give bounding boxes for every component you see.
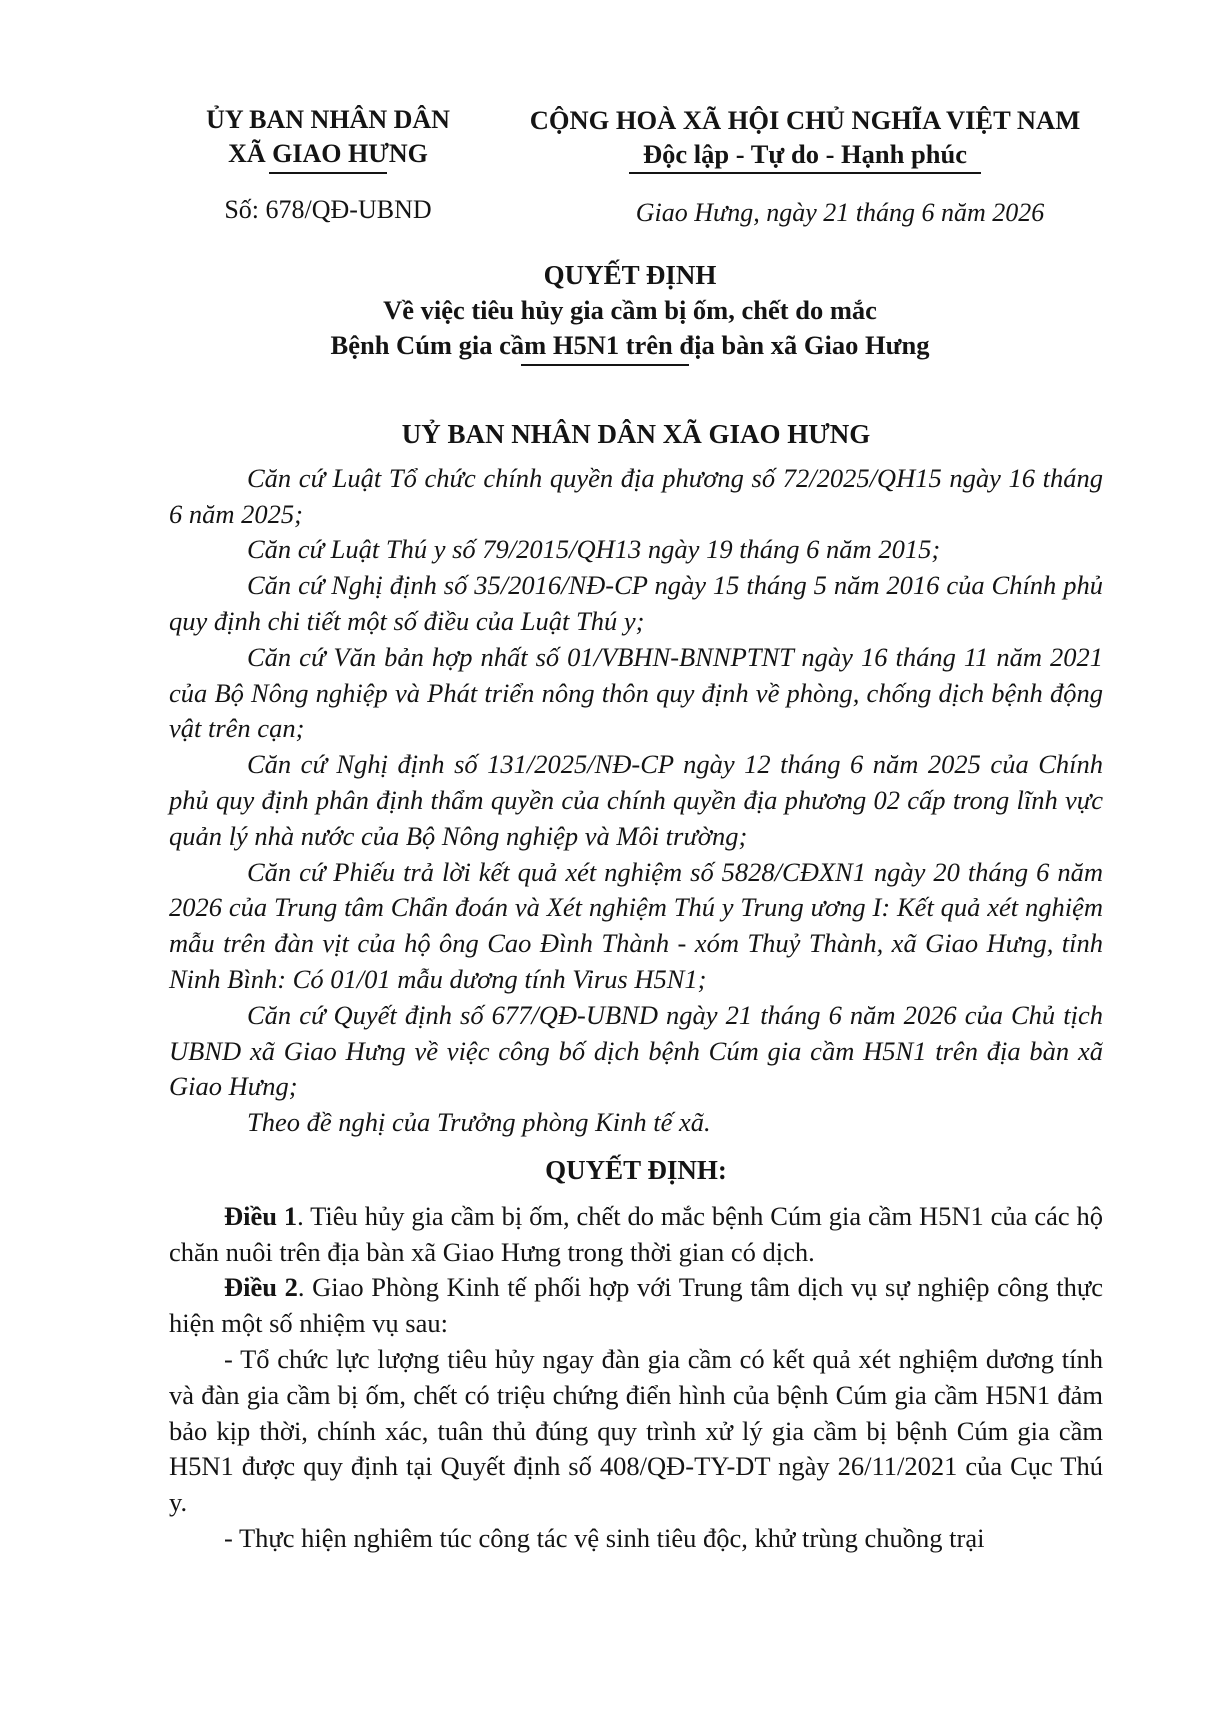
legal-basis: Căn cứ Nghị định số 131/2025/NĐ-CP ngày 12 tháng 6 năm 2025 của Chính phủ quy định phân định thẩm quyền của chính quyền địa phương 02 cấp trong lĩnh vực quản lý nhà nước của Bộ Nông nghiệp và Môi trường; xyxy=(169,749,1103,851)
subject-line-2: Bệnh Cúm gia cầm H5N1 trên địa bàn xã Giao Hưng xyxy=(330,330,930,360)
national-heading xyxy=(490,103,1120,174)
document-body xyxy=(169,417,1103,1557)
document-date: Giao Hưng, ngày 21 tháng 6 năm 2026 xyxy=(635,198,1045,227)
legal-basis: Căn cứ Văn bản hợp nhất số 01/VBHN-BNNPTNT ngày 16 tháng 11 năm 2021 của Bộ Nông nghiệp và Phát triển nông thôn quy định về phòng, chống dịch bệnh động vật trên cạn; xyxy=(169,641,1103,744)
nation-name: CỘNG HOÀ XÃ HỘI CHỦ NGHĨA VIỆT NAM xyxy=(529,105,1081,135)
article-1 xyxy=(169,1199,1103,1271)
title-underline xyxy=(521,364,689,366)
document-type: QUYẾT ĐỊNH xyxy=(543,260,717,290)
legal-basis: Căn cứ Phiếu trả lời kết quả xét nghiệm số 5828/CĐXN1 ngày 20 tháng 6 năm 2026 của Trung tâm Chẩn đoán và Xét nghiệm Thú y Trung ương I: Kết quả xét nghiệm mẫu trên đàn vịt của hộ ông Cao Đình Thành - xóm Thuỷ Thành, xã Giao Hưng, tỉnh Ninh Bình: Có 01/01 mẫu dương tính Virus H5N1; xyxy=(169,856,1103,994)
article-label: Điều 1 xyxy=(224,1200,298,1231)
article-2 xyxy=(169,1270,1103,1342)
document-number: Số: 678/QĐ-UBND xyxy=(224,195,432,224)
article-text: . Tiêu hủy gia cầm bị ốm, chết do mắc bệnh Cúm gia cầm H5N1 của các hộ chăn nuôi trên địa bàn xã Giao Hưng trong thời gian có dịch. xyxy=(169,1200,1103,1267)
authority-underline xyxy=(269,172,387,174)
article-label: Điều 2 xyxy=(224,1272,298,1303)
document-title-block xyxy=(160,258,1100,366)
legal-basis: Căn cứ Nghị định số 35/2016/NĐ-CP ngày 15 tháng 5 năm 2016 của Chính phủ quy định chi tiết một số điều của Luật Thú y; xyxy=(169,570,1103,636)
authority-line-2: XÃ GIAO HƯNG xyxy=(228,139,428,168)
issuing-authority xyxy=(178,103,478,174)
proposal-basis: Theo đề nghị của Trưởng phòng Kinh tế xã. xyxy=(247,1107,711,1138)
article-text: . Giao Phòng Kinh tế phối hợp với Trung tâm dịch vụ sự nghiệp công thực hiện một số nhiệm vụ sau: xyxy=(169,1272,1103,1339)
task-item: - Tổ chức lực lượng tiêu hủy ngay đàn gia cầm có kết quả xét nghiệm dương tính và đàn gia cầm bị ốm, chết có triệu chứng điển hình của bệnh Cúm gia cầm H5N1 đảm bảo kịp thời, chính xác, tuân thủ đúng quy trình xử lý gia cầm bị bệnh Cúm gia cầm H5N1 được quy định tại Quyết định số 408/QĐ-TY-DT ngày 26/11/2021 của Cục Thú y. xyxy=(169,1343,1103,1518)
authority-line-1: ỦY BAN NHÂN DÂN xyxy=(206,105,450,134)
subject-line-1: Về việc tiêu hủy gia cầm bị ốm, chết do mắc xyxy=(383,295,877,325)
legal-basis: Căn cứ Luật Tổ chức chính quyền địa phương số 72/2025/QH15 ngày 16 tháng 6 năm 2025; xyxy=(169,462,1103,529)
task-item: - Thực hiện nghiêm túc công tác vệ sinh tiêu độc, khử trùng chuồng trại xyxy=(224,1522,985,1553)
legal-basis: Căn cứ Luật Thú y số 79/2015/QH13 ngày 19 tháng 6 năm 2015; xyxy=(247,534,941,565)
authority-heading: UỶ BAN NHÂN DÂN XÃ GIAO HƯNG xyxy=(401,419,871,449)
legal-basis: Căn cứ Quyết định số 677/QĐ-UBND ngày 21 tháng 6 năm 2026 của Chủ tịch UBND xã Giao Hưng về việc công bố dịch bệnh Cúm gia cầm H5N1 trên địa bàn xã Giao Hưng; xyxy=(169,999,1103,1102)
national-motto: Độc lập - Tự do - Hạnh phúc xyxy=(643,139,967,169)
decision-heading: QUYẾT ĐỊNH: xyxy=(545,1154,727,1185)
motto-underline xyxy=(629,172,981,174)
